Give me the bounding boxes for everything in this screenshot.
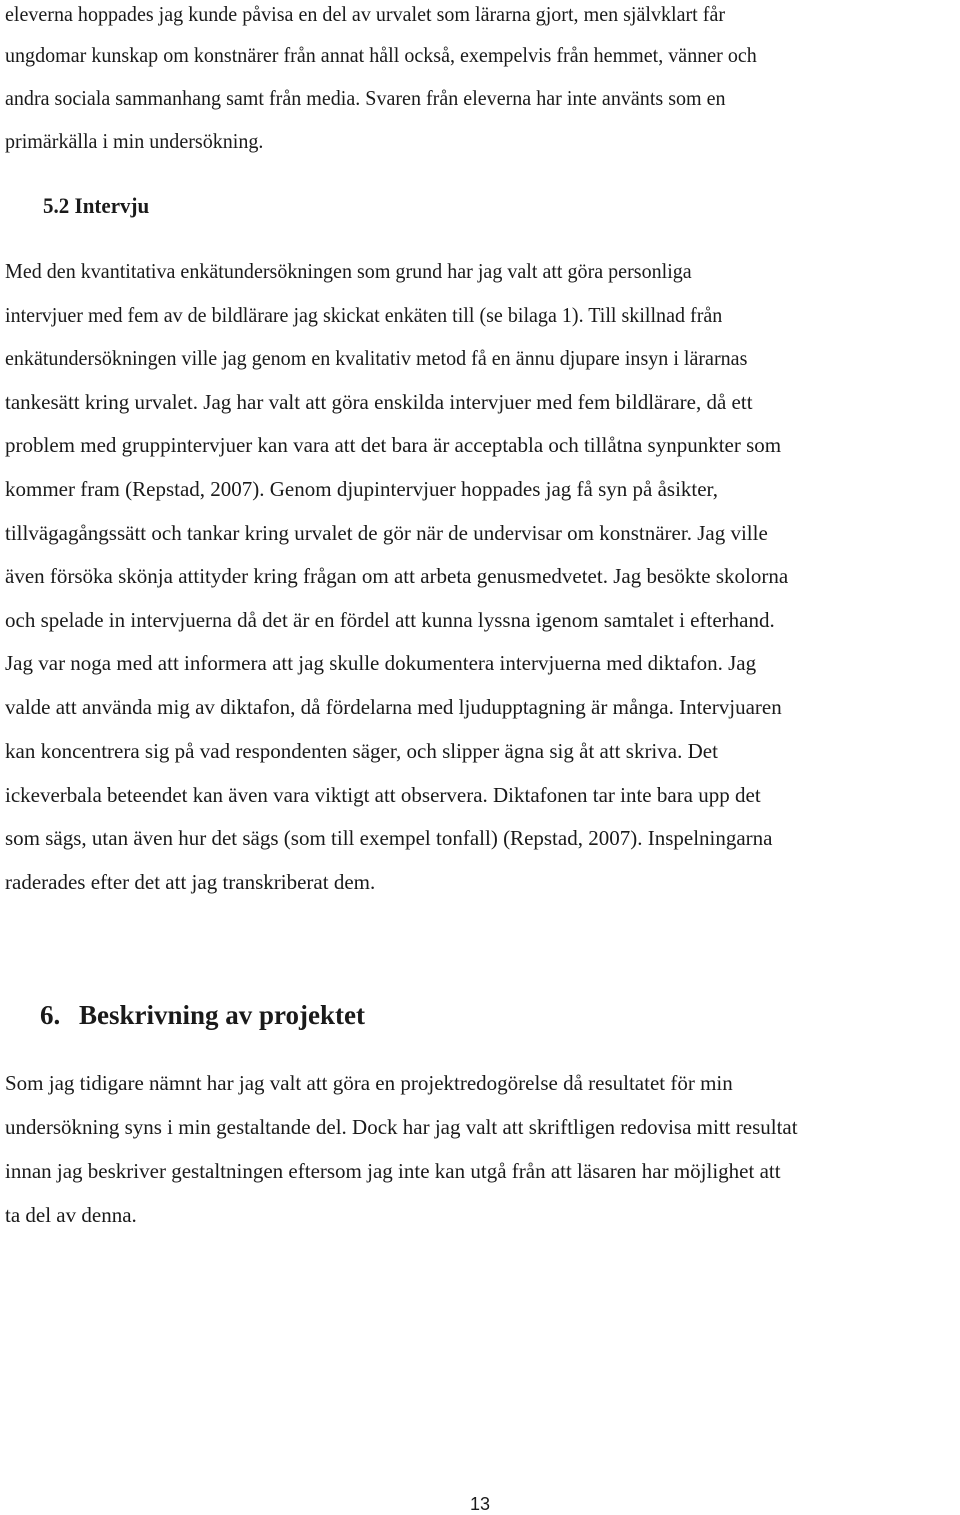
section-title: Beskrivning av projektet xyxy=(79,1000,366,1030)
text-line: tankesätt kring urvalet. Jag har valt att göra enskilda intervjuer med fem bildlärare, då ett xyxy=(5,390,753,414)
page-number: 13 xyxy=(469,1494,491,1514)
section-heading-6 xyxy=(40,998,365,1032)
text-line: ickeverbala beteendet kan även vara viktigt att observera. Diktafonen tar inte bara upp det xyxy=(5,783,761,807)
text-line: problem med gruppintervjuer kan vara att det bara är acceptabla och tillåtna synpunkter som xyxy=(5,433,782,457)
text-line: Jag var noga med att informera att jag skulle dokumentera intervjuerna med diktafon. Jag xyxy=(5,651,757,675)
text-line: Med den kvantitativa enkätundersökningen som grund har jag valt att göra personliga xyxy=(5,259,692,283)
text-line: även försöka skönja attityder kring frågan om att arbeta genusmedvetet. Jag besökte skolorna xyxy=(5,564,789,588)
text-line: tillvägagångssätt och tankar kring urvalet de gör när de undervisar om konstnärer. Jag ville xyxy=(5,521,768,545)
text-line: raderades efter det att jag transkriberat dem. xyxy=(5,870,376,894)
text-line: intervjuer med fem av de bildlärare jag skickat enkäten till (se bilaga 1). Till skillnad från xyxy=(5,303,723,327)
text-line: som sägs, utan även hur det sägs (som till exempel tonfall) (Repstad, 2007). Inspelningarna xyxy=(5,826,773,850)
text-line: kommer fram (Repstad, 2007). Genom djupintervjuer hoppades jag få syn på åsikter, xyxy=(5,477,718,501)
text-line: undersökning syns i min gestaltande del. Dock har jag valt att skriftligen redovisa mitt resultat xyxy=(5,1115,798,1139)
text-line: och spelade in intervjuerna då det är en fördel att kunna lyssna igenom samtalet i efterhand. xyxy=(5,608,775,632)
text-line: primärkälla i min undersökning. xyxy=(5,129,264,153)
text-line: enkätundersökningen ville jag genom en kvalitativ metod få en ännu djupare insyn i lärarnas xyxy=(5,346,748,370)
section-number: 6. xyxy=(40,1000,61,1030)
text-line: eleverna hoppades jag kunde påvisa en del av urvalet som lärarna gjort, men självklart får xyxy=(5,2,726,26)
section-heading-5-2: 5.2 Intervju xyxy=(43,193,150,218)
text-line: kan koncentrera sig på vad respondenten säger, och slipper ägna sig åt att skriva. Det xyxy=(5,739,718,763)
text-line: ungdomar kunskap om konstnärer från annat håll också, exempelvis från hemmet, vänner och xyxy=(5,43,757,67)
text-line: ta del av denna. xyxy=(5,1203,137,1227)
text-line: Som jag tidigare nämnt har jag valt att göra en projektredogörelse då resultatet för min xyxy=(5,1071,733,1095)
text-line: andra sociala sammanhang samt från media. Svaren från eleverna har inte använts som en xyxy=(5,86,726,110)
text-line: valde att använda mig av diktafon, då fördelarna med ljudupptagning är många. Intervjuaren xyxy=(5,695,782,719)
text-line: innan jag beskriver gestaltningen eftersom jag inte kan utgå från att läsaren har möjlighet att xyxy=(5,1159,781,1183)
